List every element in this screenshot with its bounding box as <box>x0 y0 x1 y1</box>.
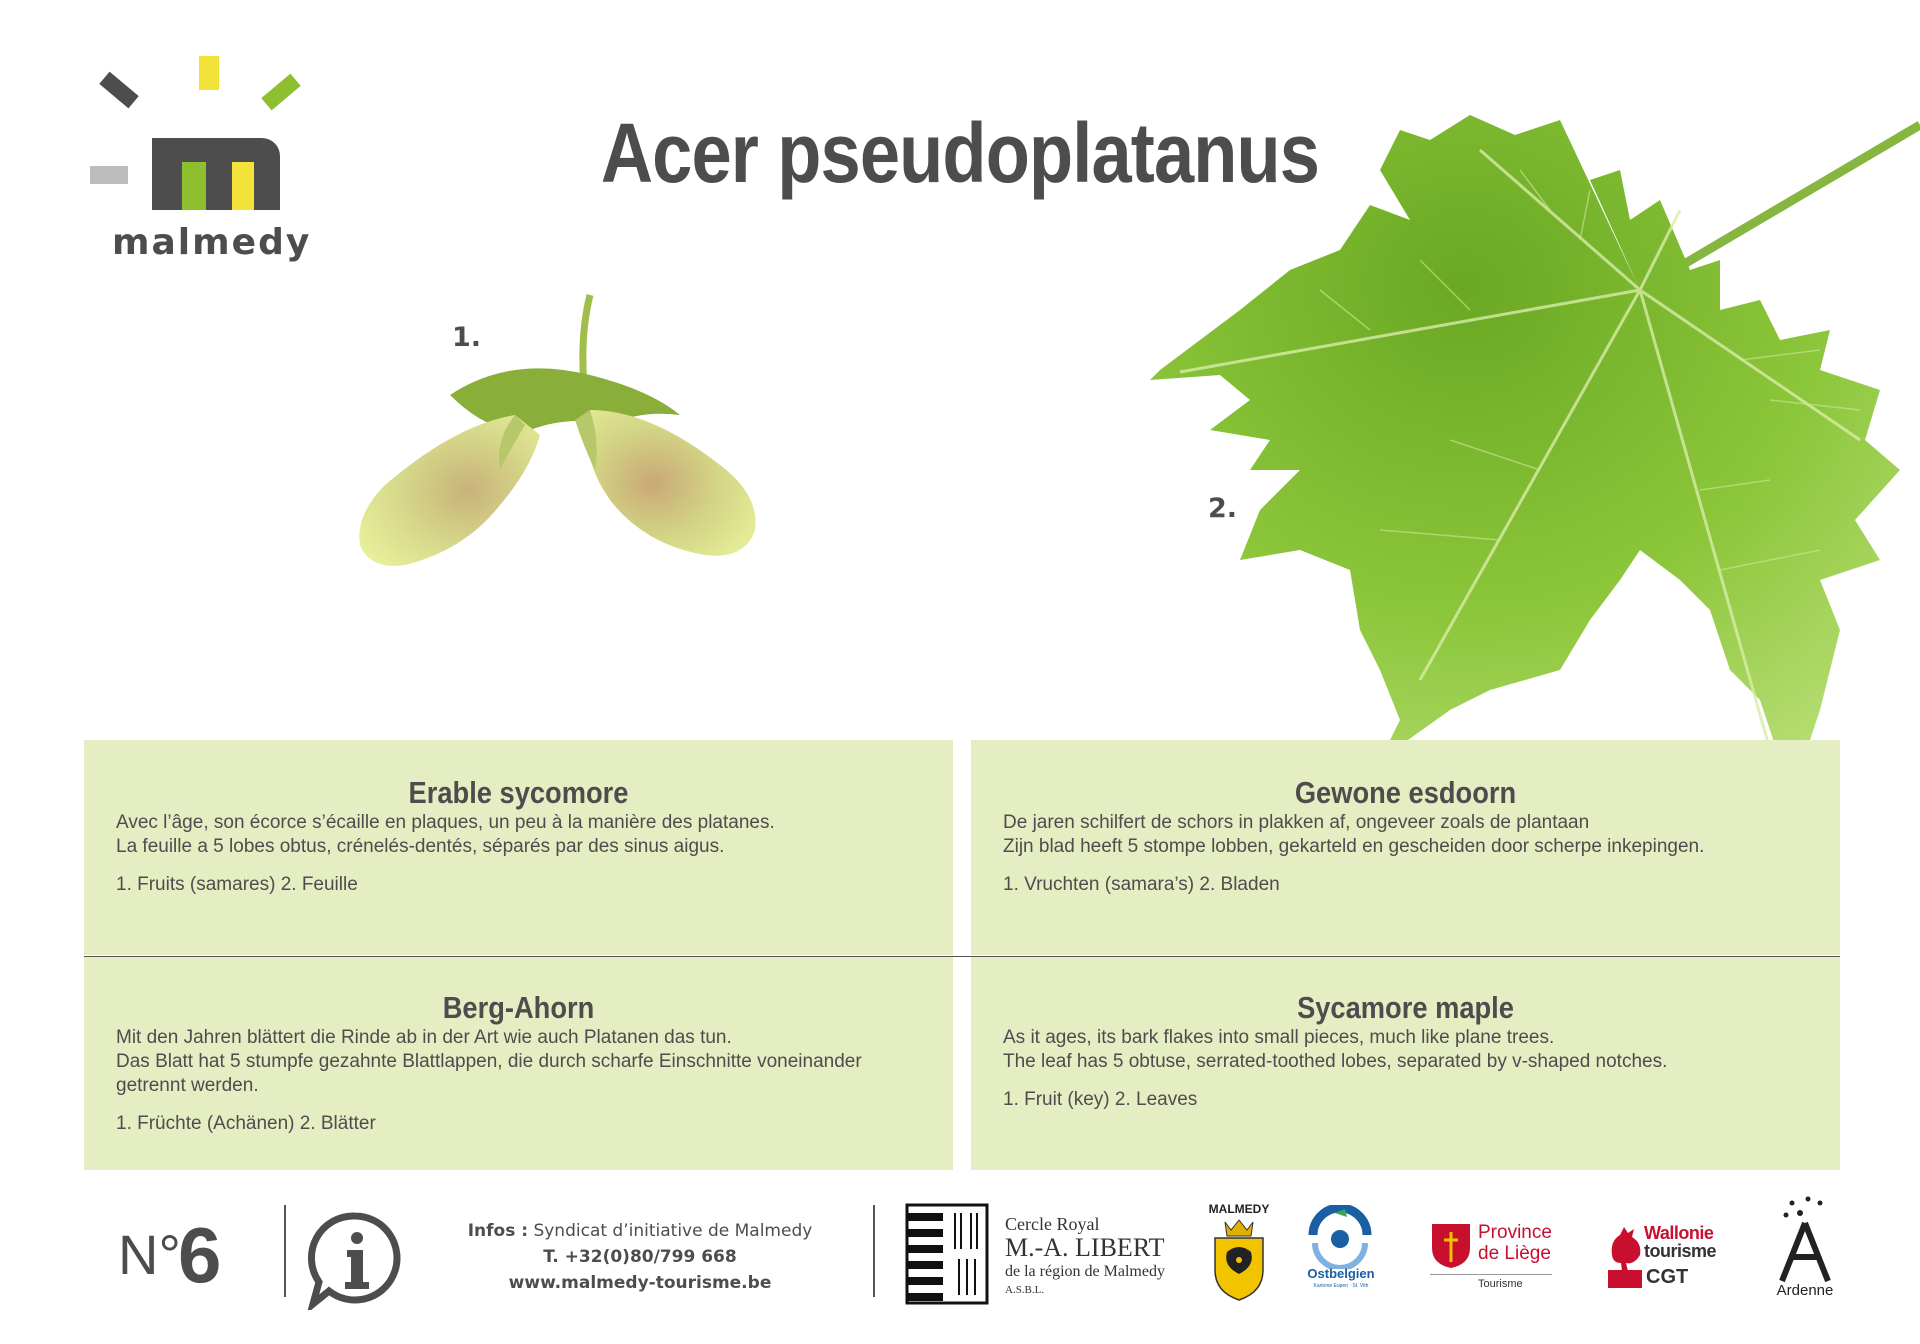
samara-fruit-image <box>300 285 800 655</box>
wallonie-line-1: Wallonie <box>1644 1223 1714 1243</box>
website-link[interactable]: www.malmedy-tourisme.be <box>508 1273 772 1293</box>
ostbelgien-label: Ostbelgien <box>1307 1266 1375 1281</box>
contact-info <box>440 1218 840 1296</box>
wallonie-rooster-icon <box>1606 1225 1644 1271</box>
sycamore-leaf-image <box>1120 110 1920 810</box>
panel-text-de-2: Das Blatt hat 5 stumpfe gezahnte Blattlappen, die durch scharfe Einschnitte voneinander getrennt werden. <box>116 1051 862 1096</box>
ardenne-logo-icon <box>1770 1195 1840 1285</box>
panel-items-en: 1. Fruit (key) 2. Leaves <box>1003 1089 1198 1110</box>
panel-text-en-1: As it ages, its bark flakes into small pieces, much like plane trees. <box>1003 1027 1555 1048</box>
panel-text-fr-2: La feuille a 5 lobes obtus, crénelés-dentés, séparés par des sinus aigus. <box>116 836 725 857</box>
wallonie-tourisme-name <box>1644 1224 1716 1260</box>
infos-label: Infos : <box>467 1221 529 1241</box>
cercle-libert-crest-icon <box>905 1203 989 1305</box>
ostbelgien-logo-icon <box>1305 1205 1375 1269</box>
province-sub: Tourisme <box>1478 1278 1523 1290</box>
province-line-1: Province <box>1478 1222 1552 1243</box>
footer-divider <box>873 1205 875 1297</box>
cercle-line-1: Cercle Royal <box>1005 1214 1100 1234</box>
panel-text-de-1: Mit den Jahren blättert die Rinde ab in der Art wie auch Platanen das tun. <box>116 1027 732 1048</box>
ostbelgien-sub: Kantone Eupen · St. Vith <box>1313 1283 1369 1289</box>
infos-organisation: Syndicat d’initiative de Malmedy <box>533 1221 813 1241</box>
panel-text-en-2: The leaf has 5 obtuse, serrated-toothed lobes, separated by v-shaped notches. <box>1003 1051 1668 1072</box>
footer-divider <box>284 1205 286 1297</box>
panel-text-nl-2: Zijn blad heeft 5 stompe lobben, gekarteld en gescheiden door scherpe inkepingen. <box>1003 836 1705 857</box>
cercle-line-2: M.-A. LIBERT <box>1005 1233 1165 1262</box>
info-icon <box>305 1210 405 1310</box>
panel-dutch <box>971 740 1840 955</box>
panel-heading-de: Berg-Ahorn <box>442 990 595 1025</box>
province-line-2: de Liège <box>1478 1243 1551 1264</box>
cercle-libert-name <box>1005 1215 1165 1300</box>
ardenne-label: Ardenne <box>1776 1282 1834 1299</box>
fruit-photo-label: 1. <box>452 322 482 353</box>
malmedy-arms-label: MALMEDY <box>1208 1202 1270 1216</box>
panel-heading-en: Sycamore maple <box>1297 990 1514 1025</box>
panel-items-nl: 1. Vruchten (samara’s) 2. Bladen <box>1003 874 1280 895</box>
province-divider <box>1430 1274 1552 1275</box>
wallonie-line-2: tourisme <box>1644 1241 1717 1261</box>
panel-heading-nl: Gewone esdoorn <box>1294 775 1517 810</box>
cercle-line-4: A.S.B.L. <box>1005 1284 1045 1296</box>
panel-items-fr: 1. Fruits (samares) 2. Feuille <box>116 874 358 895</box>
phone-number: T. +32(0)80/799 668 <box>543 1247 737 1267</box>
brand-name: malmedy <box>112 222 312 263</box>
province-liege-name <box>1478 1222 1552 1264</box>
sheet-number-prefix: N° <box>118 1223 181 1286</box>
cercle-line-3: de la région de Malmedy <box>1005 1263 1165 1280</box>
cgt-box-icon <box>1608 1270 1642 1288</box>
cgt-label: CGT <box>1646 1266 1689 1288</box>
sheet-number: 6 <box>178 1211 222 1299</box>
panel-german <box>84 957 953 1170</box>
panel-text-nl-1: De jaren schilfert de schors in plakken af, ongeveer zoals de plantaan <box>1003 812 1590 833</box>
province-liege-icon <box>1430 1222 1472 1270</box>
malmedy-coat-of-arms-icon <box>1205 1218 1273 1304</box>
panel-heading-fr: Erable sycomore <box>408 775 629 810</box>
panel-french <box>84 740 953 955</box>
page-title: Acer pseudoplatanus <box>600 106 1320 200</box>
leaf-photo-label: 2. <box>1208 493 1238 524</box>
panel-items-de: 1. Früchte (Achänen) 2. Blätter <box>116 1113 376 1134</box>
panel-english <box>971 957 1840 1170</box>
panel-text-fr-1: Avec l’âge, son écorce s’écaille en plaques, un peu à la manière des platanes. <box>116 812 775 833</box>
